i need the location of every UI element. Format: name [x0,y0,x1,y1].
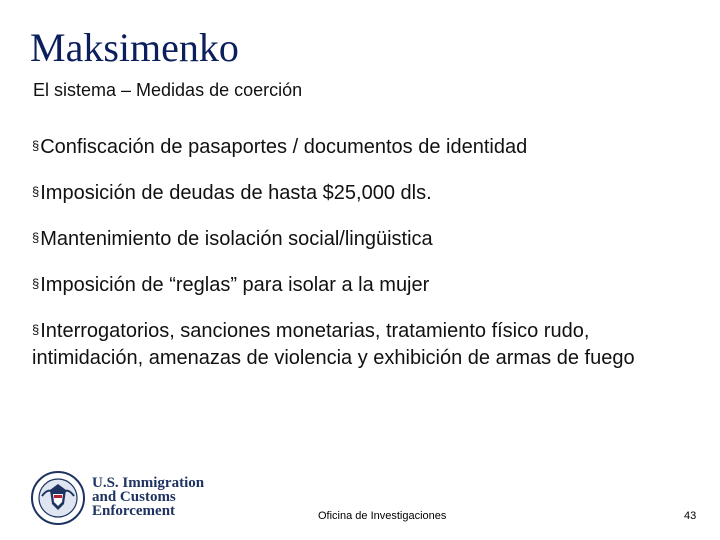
bullet-item [32,224,672,253]
slide-subtitle: El sistema – Medidas de coerción [33,80,303,100]
bullet-text: Imposición de deudas de hasta $25,000 dls. [40,182,432,204]
bullet-text: Confiscación de pasaportes / documentos de identidad [40,136,528,158]
footer-office: Oficina de Investigaciones [318,510,447,522]
bullet-item [32,132,672,161]
ice-logo [30,470,220,526]
logo-line: and Customs [92,489,176,505]
bullet-mark: § [32,184,40,199]
bullet-item [32,316,672,372]
page-number: 43 [684,510,697,522]
logo-line: U.S. Immigration [92,475,205,491]
bullet-mark: § [32,138,40,153]
bullet-list [32,132,672,389]
bullet-text: Interrogatorios, sanciones monetarias, tratamiento físico rudo, intimidación, amenazas de violencia y exhibición de armas de fuego [32,320,635,369]
bullet-text: Mantenimiento de isolación social/lingüistica [40,228,433,250]
dhs-seal-icon [30,470,86,526]
slide-title: Maksimenko [30,25,239,70]
bullet-item [32,178,672,207]
bullet-mark: § [32,322,40,337]
bullet-text: Imposición de “reglas” para isolar a la mujer [40,274,430,296]
logo-line: Enforcement [92,503,176,519]
bullet-mark: § [32,230,40,245]
bullet-mark: § [32,276,40,291]
ice-logo-text [92,476,204,518]
bullet-item [32,270,672,299]
